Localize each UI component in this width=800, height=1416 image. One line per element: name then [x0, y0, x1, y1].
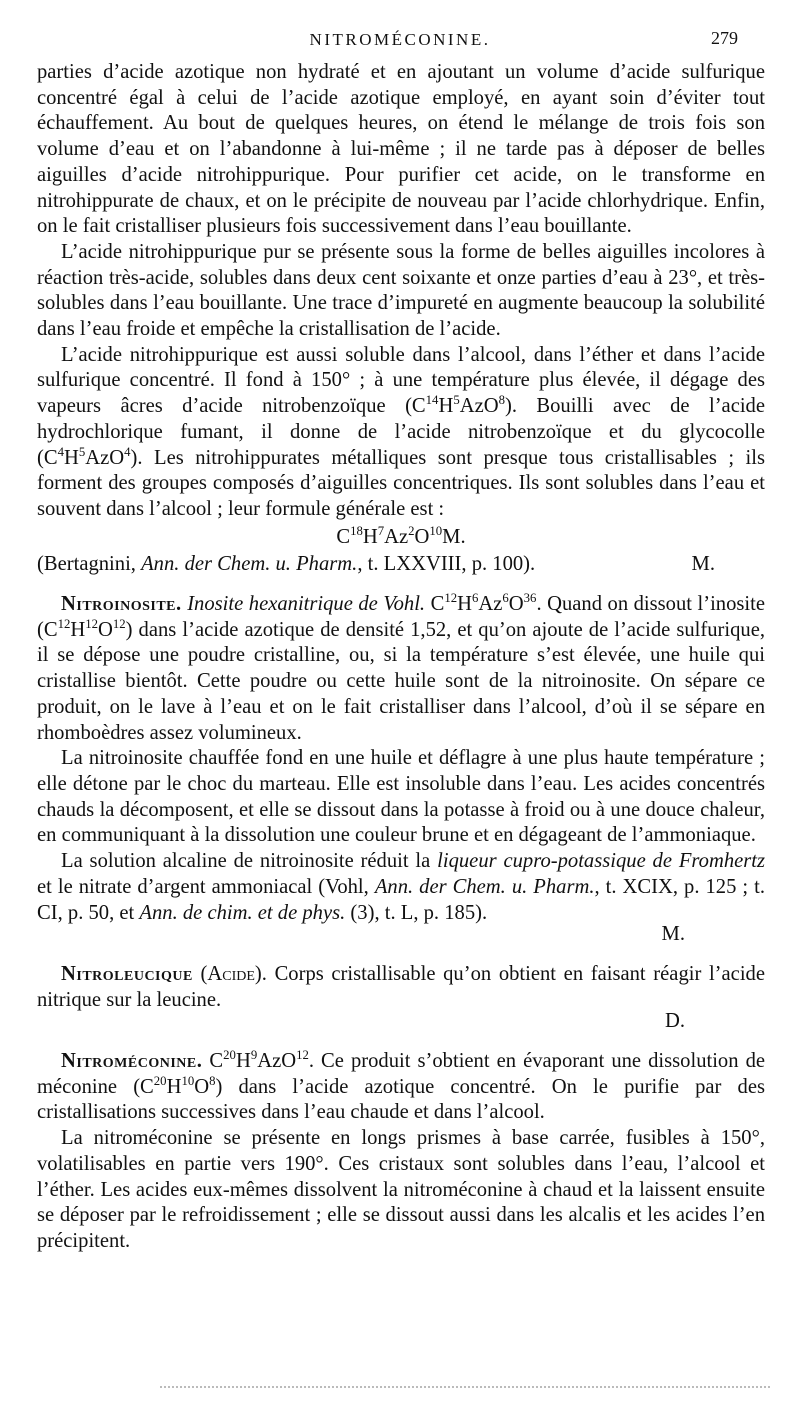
entry-subtitle: Inosite hexanitrique de Vohl.	[187, 593, 426, 616]
entry-heading: Nitroméconine.	[61, 1050, 203, 1073]
nitroleucique-entry: Nitroleucique (Acide). Corps cristallisable qu’on obtient en faisant réagir l’acide nitrique sur la leucine. D.	[37, 962, 765, 1035]
author-signature: M.	[661, 923, 685, 946]
page-body	[37, 60, 765, 1255]
page-number: 279	[711, 28, 738, 48]
nitrohippurique-paragraph-2: L’acide nitrohippurique pur se présente sous la forme de belles aiguilles incolores à réaction très-acide, solubles dans deux cent soixante et onze parties d’eau à 23°, et très-solubles dans l’eau bouillante. Une trace d’impureté en augmente beaucoup la solubilité dans l’eau froide et empêche la cristallisation de l’acide.	[37, 240, 765, 341]
nitromeconine-entry: Nitroméconine. $C^{20}H^9AzO^{12}$. Ce produit s’obtient en évaporant une dissolution de méconine $(C^{20}H^{10}O^8)$ dans l’acide azotique concentré. On le purifie par des cristallisations successives dans l’eau chaude et dans l’alcool.	[37, 1048, 766, 1124]
author-signature: D.	[664, 1010, 685, 1033]
entry-heading: Nitroinosite.	[61, 593, 182, 616]
nitrohippurique-citation: (Bertagnini, Ann. der Chem. u. Pharm., t. LXXVIII, p. 100). M.	[37, 552, 765, 578]
nitrohippurique-paragraph-1: parties d’acide azotique non hydraté et en ajoutant un volume d’acide sulfurique concentré égal à celui de l’acide azotique employé, en ayant soin d’éviter tout échauffement. Au bout de quelques heures, on étend le mélange de trois fois son volume d’eau et on l’abandonne à lui-même ; il ne tarde pas à déposer de belles aiguilles d’acide nitrohippurique. Pour purifier cet acide, on le transforme en nitrohippurate de chaux, et on le précipite de nouveau par l’acide chlorhydrique. Enfin, on le fait cristalliser plusieurs fois successivement dans l’eau bouillante.	[37, 61, 765, 238]
nitroinosite-paragraph-2: La nitroinosite chauffée fond en une huile et déflagre à une plus haute température ; elle détone par le choc du marteau. Elle est insoluble dans l’eau. Les acides concentrés chauds la décomposent, et elle se dissout dans la potasse à froid ou à une douce chaleur, en communiquant à la dissolution une couleur brune et en dégageant de l’ammoniaque.	[37, 747, 765, 847]
entry-heading: Nitroleucique	[61, 962, 193, 985]
nitromeconine-paragraph-2: La nitroméconine se présente en longs prismes à base carrée, fusibles à 150°, volatilisables en partie vers 190°. Ces cristaux sont solubles dans l’eau, l’alcool et l’éther. Les acides eux-mêmes dissolvent la nitroméconine à chaud et la laissent ensuite se déposer par le refroidissement ; elle se dissout aussi dans les alcalis et les acides l’en précipitent.	[37, 1127, 765, 1252]
bleed-through-trace	[160, 1386, 770, 1391]
nitroinosite-entry: Nitroinosite. Inosite hexanitrique de Vohl. $C^{12}H^6Az^6O^{36}$. Quand on dissout l’inosite $(C^{12}H^{12}O^{12})$ dans l’acide azotique de densité 1,52, et qu’on ajoute de l’acide sulfurique, il se dépose une poudre cristalline, ou, si la température s’est élevée, une huile qui cristallise bientôt. Cette poudre ou cette huile sont de la nitroinosite. On sépare ce produit, on le lave à l’eau et on le fait cristalliser dans l’alcool, d’où il se sépare en rhomboèdres assez volumineux.	[37, 591, 766, 744]
nitroinosite-paragraph-3: La solution alcaline de nitroinosite réduit la liqueur cupro-potassique de Fromhertz et le nitrate d’argent ammoniacal (Vohl, Ann. der Chem. u. Pharm., t. XCIX, p. 125 ; t. CI, p. 50, et Ann. de chim. et de phys. (3), t. L, p. 185). M.	[37, 849, 765, 948]
running-title: NITROMÉCONINE.	[309, 30, 491, 49]
author-signature: M.	[691, 553, 715, 576]
general-formula: $C^{18}H^7Az^2O^{10}M$.	[336, 523, 466, 548]
nitrohippurique-paragraph-3: L’acide nitrohippurique est aussi soluble dans l’alcool, dans l’éther et dans l’acide sulfurique concentré. Il fond à 150° ; à une température plus élevée, il dégage des vapeurs âcres d’acide nitrobenzoïque $(C^{14}H^5AzO^8)$. Bouilli avec de l’acide hydrochlorique fumant, il donne de l’acide nitrobenzoïque et du glycocolle $(C^4H^5AzO^4)$. Les nitrohippurates métalliques sont presque tous cristallisables ; ils forment des groupes composés d’aiguilles concentriques. Ils sont solubles dans l’eau et souvent dans l’alcool ; leur formule générale est :	[37, 343, 765, 520]
